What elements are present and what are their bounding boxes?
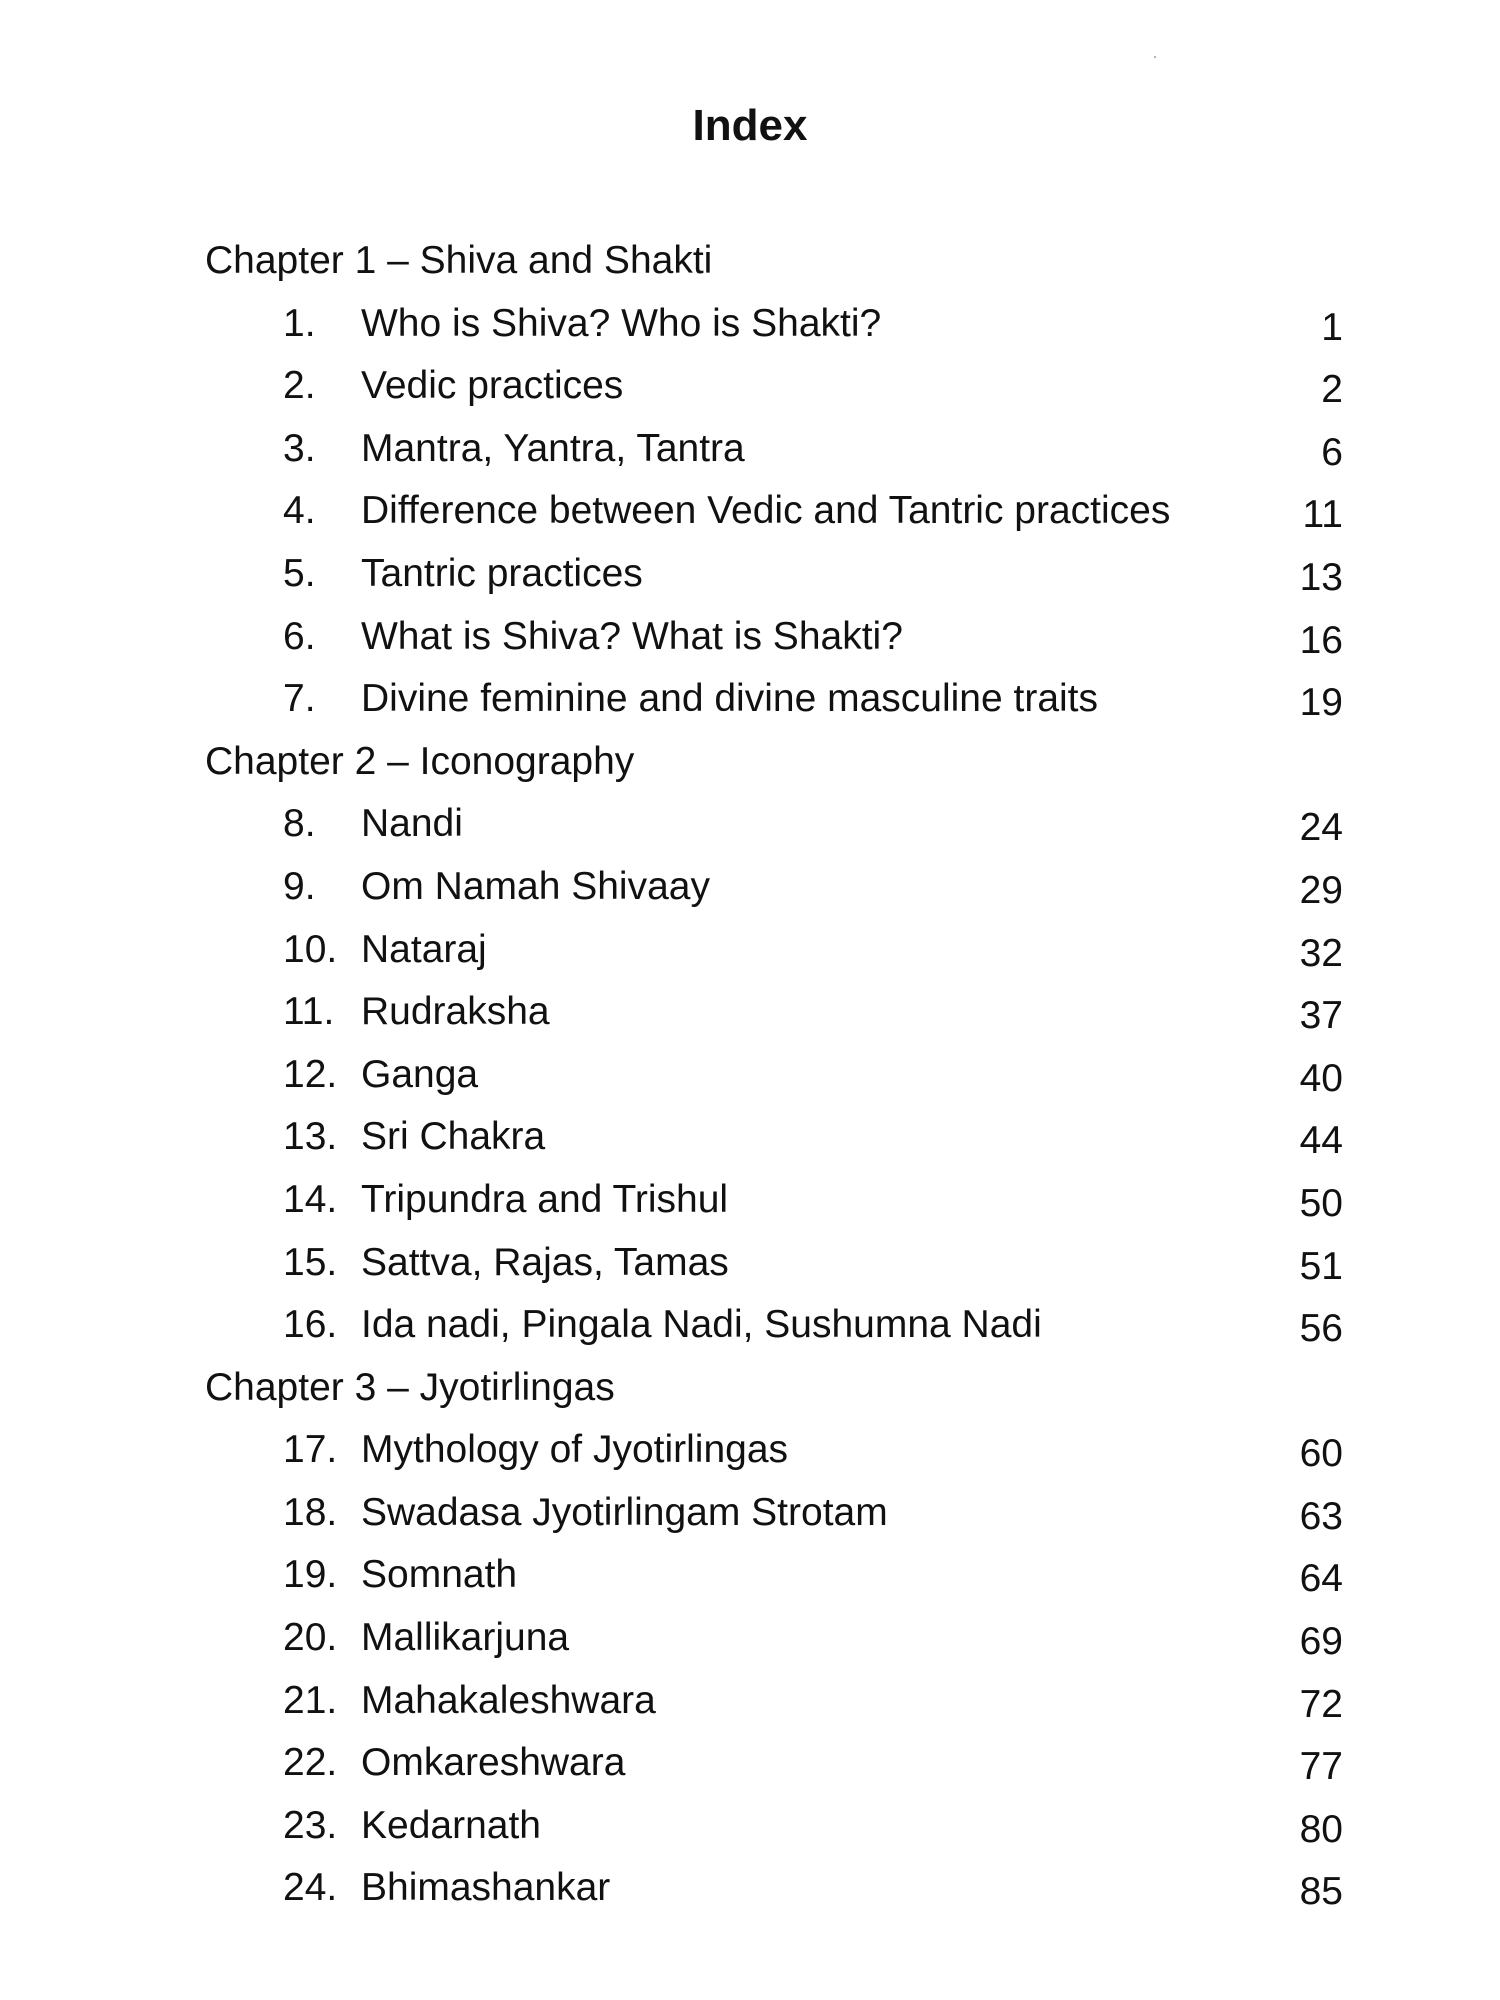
entry-title: Sri Chakra [361,1115,546,1159]
entry-page-number: 72 [1299,1682,1343,1726]
entry-number: 5. [283,551,316,595]
entry-number: 12. [283,1052,338,1096]
chapter-heading: Chapter 1 – Shiva and Shakti [205,239,713,282]
chapter-heading-row [0,1357,1500,1420]
entry-number: 18. [283,1490,338,1534]
toc-entry [0,355,1500,418]
entry-page-number: 1 [1321,305,1343,349]
toc-entry [0,1670,1500,1733]
entry-page-number: 85 [1299,1870,1343,1914]
entry-title: Nataraj [361,927,487,971]
entry-page-number: 32 [1299,931,1343,975]
toc-entry [0,1607,1500,1670]
entry-title: Nandi [361,802,463,846]
entry-title: Mallikarjuna [361,1616,570,1660]
entry-number: 7. [283,677,316,721]
toc-entry [0,668,1500,731]
entry-number: 22. [283,1741,338,1785]
entry-title: Mahakaleshwara [361,1678,656,1722]
entry-title: Omkareshwara [361,1741,626,1785]
entry-number: 6. [283,614,316,658]
page-title: Index [692,101,808,150]
entry-title: What is Shiva? What is Shakti? [361,614,903,658]
entry-number: 15. [283,1240,338,1284]
entry-number: 17. [283,1428,338,1472]
entry-page-number: 51 [1299,1244,1343,1288]
entry-page-number: 13 [1299,555,1343,599]
entry-title: Divine feminine and divine masculine traits [361,677,1099,721]
chapter-heading-row [0,731,1500,794]
toc-entry [0,1419,1500,1482]
entry-title: Ganga [361,1052,479,1096]
toc-entry [0,1044,1500,1107]
toc-entry [0,1294,1500,1357]
chapter-heading: Chapter 2 – Iconography [205,739,635,783]
toc-entry [0,856,1500,919]
toc-entry [0,480,1500,543]
toc-entry [0,543,1500,606]
entry-title: Somnath [361,1553,518,1597]
toc-entry [0,1482,1500,1545]
entry-title: Tantric practices [361,551,643,595]
entry-number: 9. [283,864,316,908]
chapter-heading-row [0,230,1500,293]
entry-page-number: 19 [1299,681,1343,725]
entry-title: Bhimashankar [361,1866,611,1910]
entry-page-number: 6 [1321,430,1343,474]
entry-page-number: 69 [1299,1620,1343,1664]
entry-number: 2. [283,364,316,408]
entry-title: Ida nadi, Pingala Nadi, Sushumna Nadi [361,1303,1042,1347]
entry-number: 16. [283,1303,338,1347]
entry-page-number: 11 [1302,493,1343,537]
entry-page-number: 56 [1299,1307,1343,1351]
toc-entry [0,981,1500,1044]
toc-entry [0,606,1500,669]
entry-title: Om Namah Shivaay [361,864,710,908]
entry-page-number: 77 [1299,1745,1343,1789]
toc-entry [0,919,1500,982]
entry-number: 24. [283,1866,338,1910]
toc-entry [0,1544,1500,1607]
toc-entry [0,1732,1500,1795]
entry-page-number: 63 [1299,1494,1343,1538]
toc-entry [0,1169,1500,1232]
entry-page-number: 2 [1321,368,1343,412]
entry-page-number: 80 [1299,1807,1343,1851]
entry-title: Kedarnath [361,1803,541,1847]
entry-number: 14. [283,1177,338,1221]
entry-page-number: 50 [1299,1181,1343,1225]
entry-number: 10. [283,927,338,971]
toc-entry [0,418,1500,481]
entry-number: 3. [283,426,316,470]
entry-title: Difference between Vedic and Tantric practices [361,489,1171,533]
entry-number: 11. [283,990,335,1034]
entry-number: 21. [283,1678,338,1722]
entry-page-number: 16 [1299,618,1343,662]
toc-entry [0,1795,1500,1858]
scan-speck [1154,56,1156,58]
entry-page-number: 37 [1299,994,1343,1038]
entry-number: 1. [283,301,316,345]
toc-entry [0,1106,1500,1169]
entry-page-number: 24 [1299,806,1343,850]
table-of-contents [0,230,1500,1920]
entry-page-number: 64 [1299,1557,1343,1601]
toc-entry [0,293,1500,356]
entry-title: Who is Shiva? Who is Shakti? [361,301,882,345]
entry-title: Rudraksha [361,990,550,1034]
entry-title: Tripundra and Trishul [361,1177,729,1221]
entry-page-number: 60 [1299,1432,1343,1476]
entry-number: 13. [283,1115,338,1159]
entry-number: 4. [283,489,316,533]
entry-number: 20. [283,1616,338,1660]
entry-number: 8. [283,802,316,846]
entry-number: 23. [283,1803,338,1847]
toc-entry [0,1857,1500,1920]
entry-title: Mantra, Yantra, Tantra [361,426,745,470]
entry-page-number: 40 [1299,1056,1343,1100]
chapter-heading: Chapter 3 – Jyotirlingas [205,1365,615,1409]
entry-title: Vedic practices [361,364,624,408]
entry-page-number: 44 [1299,1119,1343,1163]
entry-number: 19. [283,1553,338,1597]
entry-page-number: 29 [1299,868,1343,912]
entry-title: Sattva, Rajas, Tamas [361,1240,729,1284]
entry-title: Mythology of Jyotirlingas [361,1428,789,1472]
toc-entry [0,1232,1500,1295]
entry-title: Swadasa Jyotirlingam Strotam [361,1490,888,1534]
toc-entry [0,793,1500,856]
